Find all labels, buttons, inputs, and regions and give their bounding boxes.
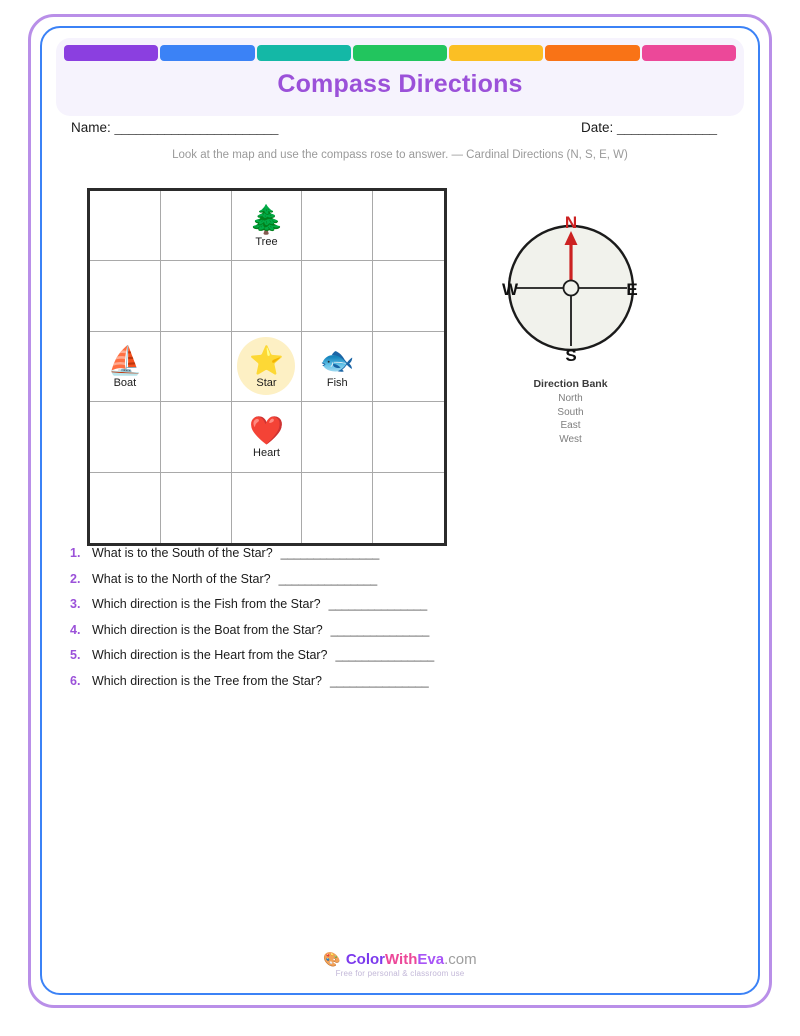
- color-strip-segment-amber: [449, 45, 543, 61]
- tree-icon: 🌲: [249, 204, 284, 236]
- fish-icon: 🐟: [319, 344, 355, 376]
- direction-bank-title: Direction Bank: [533, 378, 608, 390]
- question-text: Which direction is the Heart from the Star?: [92, 648, 328, 662]
- color-strip-segment-teal: [257, 45, 351, 61]
- question-text: What is to the North of the Star?: [92, 571, 271, 586]
- map-cell-empty[interactable]: [373, 261, 444, 331]
- question-row-4: [70, 623, 730, 637]
- direction-bank-item-north: North: [558, 393, 583, 404]
- map-cell-label: Tree: [255, 236, 278, 249]
- palette-icon: 🎨: [323, 951, 341, 967]
- compass-south-label: S: [564, 346, 577, 364]
- question-text: What is to the South of the Star?: [92, 546, 273, 560]
- map-cell-empty[interactable]: [373, 332, 444, 402]
- map-cell-empty[interactable]: [161, 402, 232, 472]
- map-cell-label: Star: [256, 376, 277, 389]
- question-number: 4.: [70, 622, 81, 637]
- question-number: 2.: [70, 571, 81, 586]
- page-title: Compass Directions: [277, 70, 523, 98]
- question-number: 6.: [70, 673, 81, 688]
- brand-text-with: With: [385, 951, 418, 968]
- map-cell-empty[interactable]: [161, 191, 232, 261]
- color-strip-segment-pink: [642, 45, 736, 61]
- direction-bank-list: [473, 392, 668, 446]
- brand-text-dotcom: .com: [444, 951, 477, 968]
- star-icon: ⭐: [249, 344, 284, 376]
- question-answer-blank[interactable]: _______________: [329, 673, 429, 688]
- brand-logo[interactable]: [323, 951, 476, 968]
- map-cell-empty[interactable]: [373, 402, 444, 472]
- map-cell-heart[interactable]: [232, 402, 303, 472]
- question-text: Which direction is the Tree from the Star?: [92, 673, 322, 688]
- compass-east-label: E: [625, 280, 638, 299]
- question-answer-blank[interactable]: _______________: [328, 597, 427, 611]
- map-cell-label: Fish: [326, 376, 348, 389]
- footer: [40, 951, 760, 978]
- map-cell-empty[interactable]: [161, 261, 232, 331]
- direction-bank-item-west: West: [559, 433, 582, 445]
- map-cell-empty[interactable]: [90, 473, 161, 543]
- direction-bank-item-south: South: [557, 406, 584, 418]
- map-cell-tree[interactable]: [232, 191, 303, 261]
- map-cell-empty[interactable]: [302, 261, 373, 331]
- question-text: Which direction is the Fish from the Star?: [92, 597, 321, 611]
- question-answer-blank[interactable]: _______________: [280, 546, 379, 560]
- map-cell-empty[interactable]: [232, 261, 303, 331]
- map-cell-label: Boat: [113, 376, 137, 389]
- question-row-2: [70, 572, 730, 586]
- compass-west-label: W: [501, 280, 518, 299]
- map-cell-empty[interactable]: [90, 402, 161, 472]
- instructions-text: Look at the map and use the compass rose to answer. — Cardinal Directions (N, S, E, W): [172, 149, 628, 161]
- footer-tagline: Free for personal & classroom use: [335, 969, 465, 978]
- question-answer-blank[interactable]: _______________: [278, 571, 377, 586]
- question-row-5: [70, 648, 730, 662]
- map-cell-boat[interactable]: [90, 332, 161, 402]
- direction-bank-item-east: East: [560, 420, 581, 431]
- name-blank-line[interactable]: _______________________: [114, 120, 279, 135]
- compass-rose-svg: [501, 214, 641, 364]
- question-answer-blank[interactable]: _______________: [330, 622, 429, 637]
- name-label: Name:: [71, 120, 111, 135]
- boat-icon: ⛵: [107, 344, 143, 376]
- questions-list: [70, 546, 730, 699]
- map-cell-empty[interactable]: [161, 332, 232, 402]
- color-strip-segment-green: [353, 45, 447, 61]
- question-number: 1.: [70, 546, 81, 560]
- name-date-row: [40, 120, 760, 146]
- color-strip-segment-violet: [64, 45, 158, 61]
- map-cell-empty[interactable]: [302, 402, 373, 472]
- map-cell-empty[interactable]: [373, 473, 444, 543]
- date-field[interactable]: [581, 120, 717, 135]
- question-row-1: [70, 546, 730, 560]
- decorative-color-strip: [64, 45, 736, 61]
- question-answer-blank[interactable]: _______________: [335, 648, 434, 662]
- map-cell-empty[interactable]: [232, 473, 303, 543]
- question-text: Which direction is the Boat from the Star?: [92, 622, 323, 637]
- map-cell-empty[interactable]: [161, 473, 232, 543]
- date-blank-line[interactable]: ______________: [617, 120, 717, 135]
- direction-bank: [473, 378, 668, 446]
- map-cell-label: Heart: [253, 447, 280, 460]
- map-cell-empty[interactable]: [90, 191, 161, 261]
- color-strip-segment-blue: [160, 45, 254, 61]
- map-cell-empty[interactable]: [90, 261, 161, 331]
- question-number: 3.: [70, 597, 81, 611]
- map-cell-star[interactable]: [232, 332, 303, 402]
- question-row-6: [70, 674, 730, 688]
- map-cell-fish[interactable]: [302, 332, 373, 402]
- map-grid: [87, 188, 447, 546]
- question-number: 5.: [70, 648, 81, 662]
- question-row-3: [70, 597, 730, 611]
- worksheet-sheet: [40, 26, 760, 995]
- color-strip-segment-orange: [545, 45, 639, 61]
- date-label: Date:: [581, 120, 614, 135]
- map-cell-empty[interactable]: [302, 191, 373, 261]
- brand-text-eva: Eva: [417, 951, 445, 968]
- brand-text-color: Color: [345, 951, 386, 968]
- heart-icon: ❤️: [249, 415, 284, 447]
- compass-north-label: N: [564, 214, 577, 232]
- map-cell-empty[interactable]: [302, 473, 373, 543]
- compass-center-hub: [563, 281, 578, 296]
- name-field[interactable]: [71, 120, 278, 135]
- map-cell-empty[interactable]: [373, 191, 444, 261]
